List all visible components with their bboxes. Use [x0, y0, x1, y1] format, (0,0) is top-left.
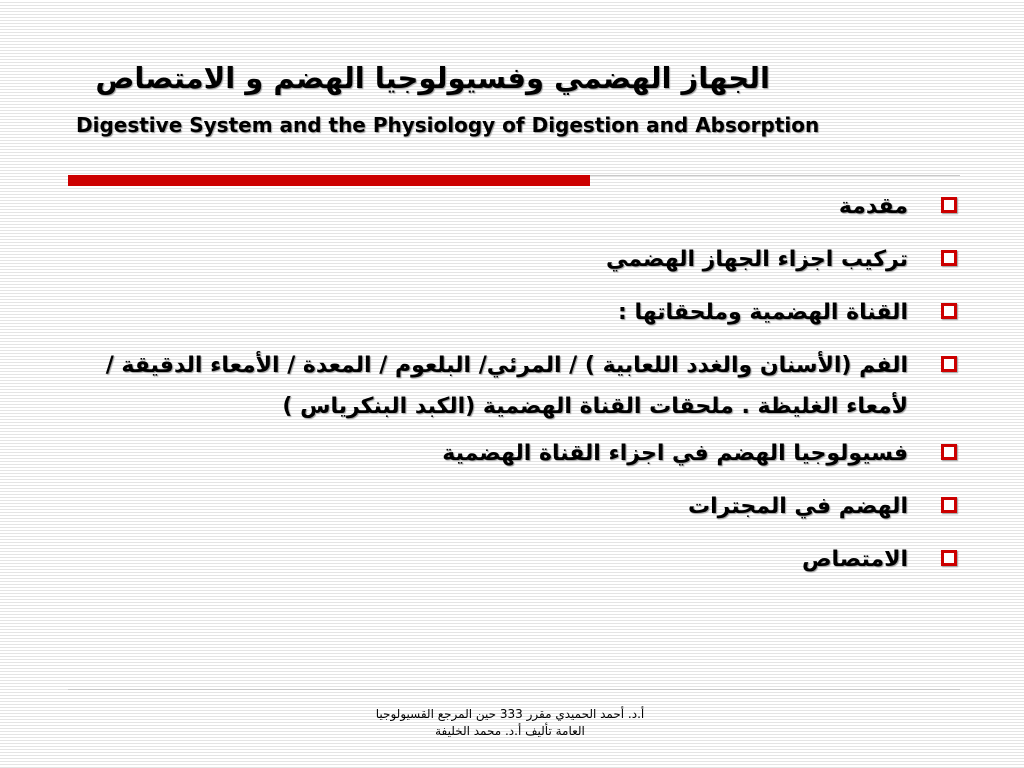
- hollow-square-bullet-icon: [941, 250, 957, 266]
- slide-title-arabic: الجهاز الهضمي وفسيولوجيا الهضم و الامتصاص: [95, 61, 770, 95]
- list-item: [40, 239, 960, 280]
- hollow-square-bullet-icon: [941, 497, 957, 513]
- bullet-text: القناة الهضمية وملحقاتها :: [618, 300, 908, 325]
- bullet-text: الامتصاص: [801, 547, 908, 572]
- bullet-list: [40, 186, 960, 592]
- hollow-square-bullet-icon: [941, 197, 957, 213]
- list-item: [40, 292, 960, 333]
- bullet-text: الفم (الأسنان والغدد اللعابية ) / المرئي/ البلعوم / المعدة / الأمعاء الدقيقة / لأمعاء الغليظة . ملحقات القناة الهضمية (الكبد البنكرياس ): [105, 353, 908, 419]
- footer-divider-line: [68, 689, 960, 690]
- list-item: [40, 539, 960, 580]
- list-item: [40, 345, 960, 427]
- list-item: [40, 433, 960, 474]
- bullet-text: مقدمة: [838, 194, 908, 219]
- footer-line-1: أ.د. أحمد الحميدي مقرر 333 حين المرجع القسيولوجيا: [375, 707, 645, 721]
- slide-title-english: Digestive System and the Physiology of Digestion and Absorption: [76, 113, 820, 137]
- list-item: [40, 486, 960, 527]
- list-item: [40, 186, 960, 227]
- footer-line-2: العامة تأليف أ.د. محمد الخليفة: [435, 724, 585, 738]
- bullet-text: فسيولوجيا الهضم في اجزاء القناة الهضمية: [442, 441, 908, 466]
- slide-footer: [300, 706, 720, 740]
- title-accent-bar: [68, 175, 590, 186]
- hollow-square-bullet-icon: [941, 356, 957, 372]
- hollow-square-bullet-icon: [941, 444, 957, 460]
- bullet-text: تركيب اجزاء الجهاز الهضمي: [606, 247, 908, 272]
- hollow-square-bullet-icon: [941, 303, 957, 319]
- bullet-text: الهضم في المجترات: [688, 494, 908, 519]
- hollow-square-bullet-icon: [941, 550, 957, 566]
